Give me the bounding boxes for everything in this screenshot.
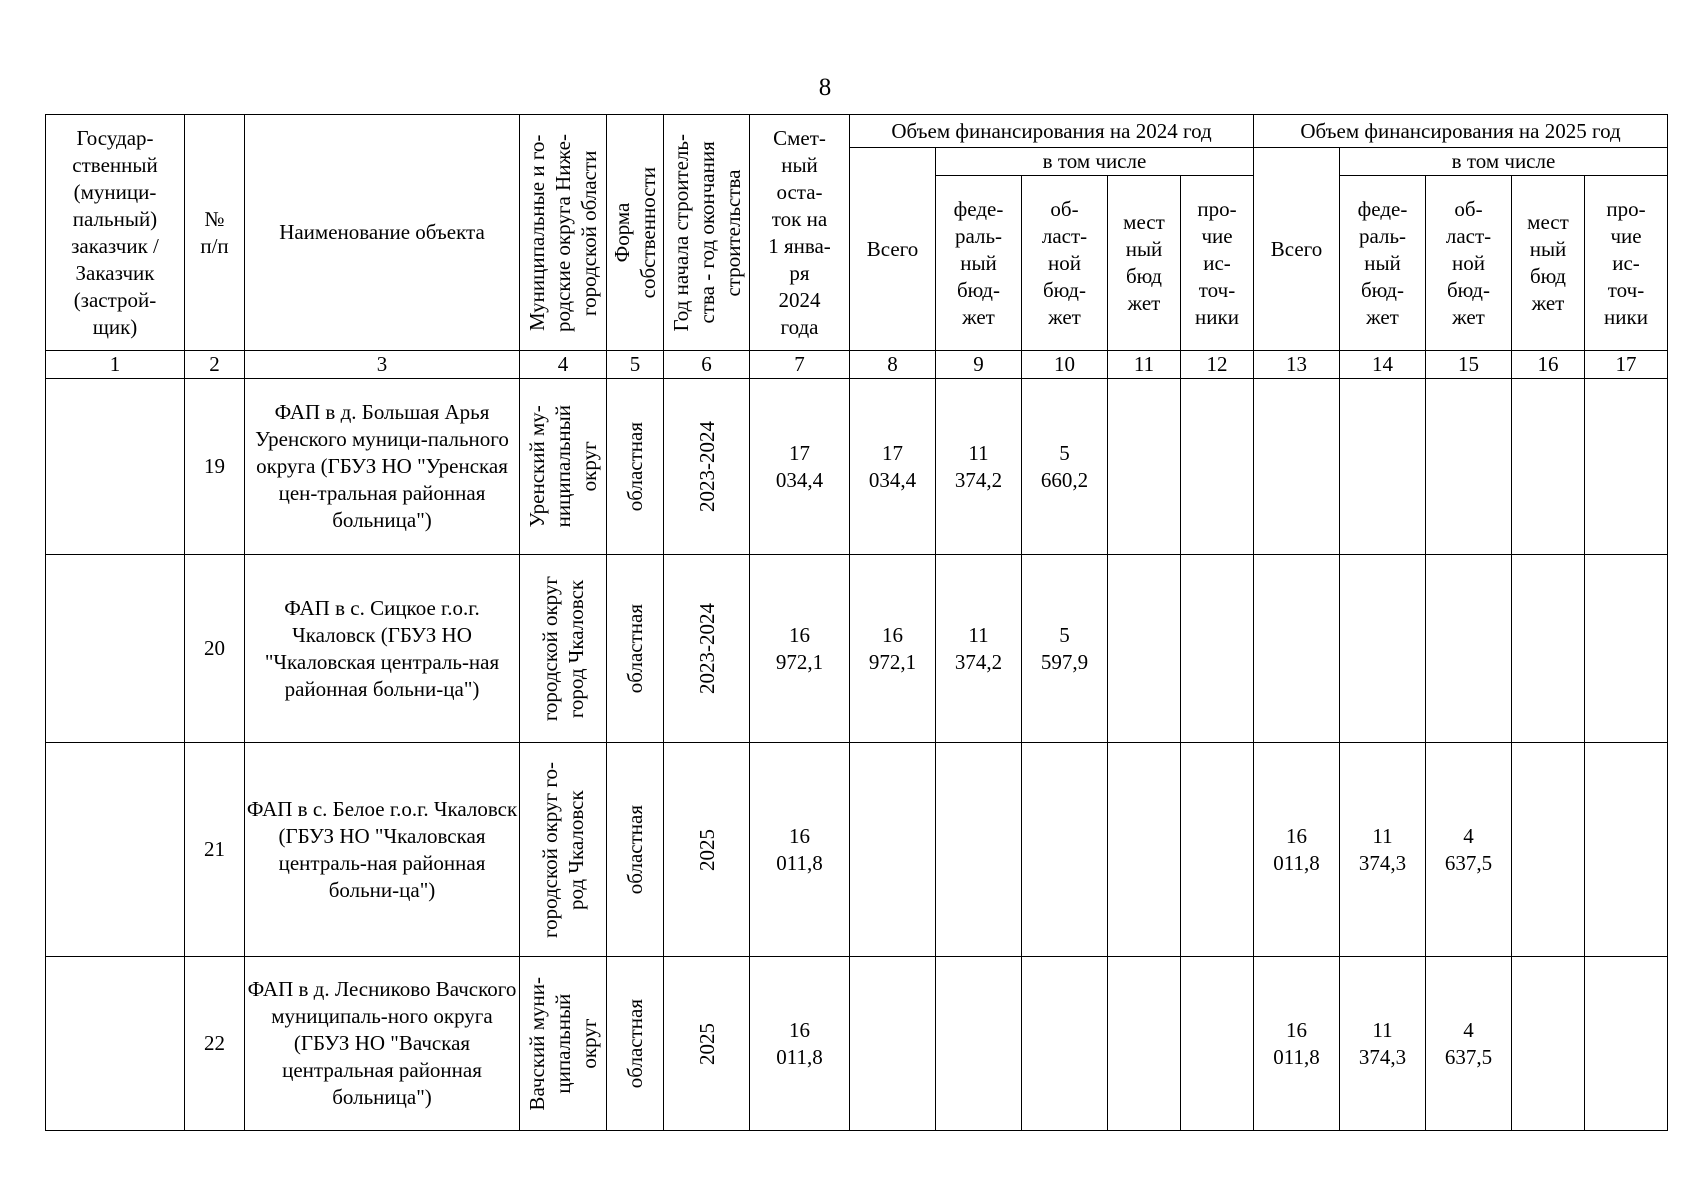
row-2025-other — [1585, 957, 1668, 1131]
header-2025-including: в том числе — [1340, 148, 1668, 176]
row-years — [664, 379, 750, 555]
row-2025-other — [1585, 743, 1668, 957]
column-number: 12 — [1181, 351, 1254, 379]
column-number: 4 — [520, 351, 607, 379]
header-years — [664, 115, 750, 351]
row-years — [664, 555, 750, 743]
column-number: 13 — [1254, 351, 1340, 379]
row-2024-federal: 11 374,2 — [936, 555, 1022, 743]
header-2024-local: мест ный бюд жет — [1108, 176, 1181, 351]
row-2024-total — [850, 957, 936, 1131]
row-2025-local — [1512, 555, 1585, 743]
row-district — [520, 957, 607, 1131]
row-estimate: 16 011,8 — [750, 957, 850, 1131]
row-estimate: 16 972,1 — [750, 555, 850, 743]
row-ownership — [607, 555, 664, 743]
row-customer — [46, 555, 185, 743]
header-customer: Государ- ственный (муници- пальный) заказчик / Заказчик (застрой- щик) — [46, 115, 185, 351]
row-2024-other — [1181, 743, 1254, 957]
row-number: 20 — [185, 555, 245, 743]
row-2024-total: 16 972,1 — [850, 555, 936, 743]
row-2024-other — [1181, 379, 1254, 555]
header-2025-federal: феде- раль- ный бюд- жет — [1340, 176, 1426, 351]
row-district-text: городской округ го- род Чкаловск — [538, 761, 588, 938]
header-ownership — [607, 115, 664, 351]
row-years — [664, 957, 750, 1131]
row-2025-total — [1254, 379, 1340, 555]
row-2025-other — [1585, 379, 1668, 555]
header-2025-local: мест ный бюд жет — [1512, 176, 1585, 351]
row-district-text: Вачский муни- ципальный округ — [525, 976, 601, 1111]
row-ownership — [607, 379, 664, 555]
header-number: № п/п — [185, 115, 245, 351]
column-number: 3 — [245, 351, 520, 379]
row-2024-local — [1108, 957, 1181, 1131]
row-2024-local — [1108, 743, 1181, 957]
row-number: 19 — [185, 379, 245, 555]
row-ownership — [607, 957, 664, 1131]
row-district-text: городской округ город Чкаловск — [538, 575, 588, 722]
row-2025-federal — [1340, 379, 1426, 555]
row-2025-federal: 11 374,3 — [1340, 743, 1426, 957]
row-2025-other — [1585, 555, 1668, 743]
row-object-name: ФАП в д. Большая Арья Уренского муници-пального округа (ГБУЗ НО "Уренская цен-тральная районная больница") — [245, 379, 520, 555]
row-2025-local — [1512, 957, 1585, 1131]
row-2025-total: 16 011,8 — [1254, 957, 1340, 1131]
row-2025-regional: 4 637,5 — [1426, 957, 1512, 1131]
row-object-name: ФАП в с. Белое г.о.г. Чкаловск (ГБУЗ НО "Чкаловская централь-ная районная больни-ца") — [245, 743, 520, 957]
header-2024-other: про- чие ис- точ- ники — [1181, 176, 1254, 351]
row-2024-federal: 11 374,2 — [936, 379, 1022, 555]
header-2025-other: про- чие ис- точ- ники — [1585, 176, 1668, 351]
header-district-text: Муниципальные и го- родские округа Ниже- городской области — [525, 133, 601, 332]
header-years-text: Год начала строитель- ства - год окончания строительства — [668, 133, 745, 332]
row-customer — [46, 379, 185, 555]
row-2024-other — [1181, 555, 1254, 743]
column-number: 6 — [664, 351, 750, 379]
page-number: 8 — [818, 74, 832, 101]
row-number: 22 — [185, 957, 245, 1131]
row-2024-federal — [936, 743, 1022, 957]
row-ownership-text: областная — [623, 804, 647, 895]
header-financing-2024: Объем финансирования на 2024 год — [850, 115, 1254, 148]
row-2024-regional — [1022, 957, 1108, 1131]
header-2025-total: Всего — [1254, 148, 1340, 351]
row-2024-regional — [1022, 743, 1108, 957]
row-district-text: Уренский му- ниципальный округ — [525, 405, 601, 528]
table-row — [46, 743, 1668, 957]
row-district — [520, 379, 607, 555]
row-years — [664, 743, 750, 957]
row-2024-total — [850, 743, 936, 957]
header-2024-federal: феде- раль- ный бюд- жет — [936, 176, 1022, 351]
column-number: 10 — [1022, 351, 1108, 379]
table-row — [46, 957, 1668, 1131]
column-number: 7 — [750, 351, 850, 379]
column-number: 16 — [1512, 351, 1585, 379]
column-number: 5 — [607, 351, 664, 379]
row-years-text: 2025 — [694, 828, 719, 871]
column-number: 1 — [46, 351, 185, 379]
row-years-text: 2023-2024 — [694, 603, 719, 694]
row-estimate: 16 011,8 — [750, 743, 850, 957]
header-ownership-text: Форма собственности — [610, 166, 660, 299]
row-2024-federal — [936, 957, 1022, 1131]
row-2024-other — [1181, 957, 1254, 1131]
row-2025-local — [1512, 743, 1585, 957]
table-row — [46, 555, 1668, 743]
header-2024-including: в том числе — [936, 148, 1254, 176]
row-2024-total: 17 034,4 — [850, 379, 936, 555]
column-number: 15 — [1426, 351, 1512, 379]
row-2024-regional: 5 597,9 — [1022, 555, 1108, 743]
column-number: 14 — [1340, 351, 1426, 379]
financing-table — [45, 114, 1668, 1131]
row-2025-total: 16 011,8 — [1254, 743, 1340, 957]
row-2025-total — [1254, 555, 1340, 743]
row-number: 21 — [185, 743, 245, 957]
row-object-name: ФАП в с. Сицкое г.о.г. Чкаловск (ГБУЗ НО "Чкаловская централь-ная районная больни-ца") — [245, 555, 520, 743]
column-numbers-row — [46, 351, 1668, 379]
row-2025-federal: 11 374,3 — [1340, 957, 1426, 1131]
header-2025-regional: об- ласт- ной бюд- жет — [1426, 176, 1512, 351]
column-number: 2 — [185, 351, 245, 379]
row-2024-local — [1108, 379, 1181, 555]
row-2024-local — [1108, 555, 1181, 743]
row-ownership-text: областная — [623, 603, 647, 694]
row-customer — [46, 957, 185, 1131]
row-years-text: 2023-2024 — [694, 421, 719, 512]
row-ownership-text: областная — [623, 998, 647, 1089]
row-2025-local — [1512, 379, 1585, 555]
row-2024-regional: 5 660,2 — [1022, 379, 1108, 555]
header-object-name: Наименование объекта — [245, 115, 520, 351]
header-financing-2025: Объем финансирования на 2025 год — [1254, 115, 1668, 148]
table-row — [46, 379, 1668, 555]
header-estimate: Смет- ный оста- ток на 1 янва- ря 2024 года — [750, 115, 850, 351]
row-object-name: ФАП в д. Лесниково Вачского муниципаль-ного округа (ГБУЗ НО "Вачская центральная районная больница") — [245, 957, 520, 1131]
column-number: 8 — [850, 351, 936, 379]
row-customer — [46, 743, 185, 957]
row-2025-regional: 4 637,5 — [1426, 743, 1512, 957]
row-ownership-text: областная — [623, 421, 647, 512]
header-2024-total: Всего — [850, 148, 936, 351]
row-district — [520, 555, 607, 743]
row-estimate: 17 034,4 — [750, 379, 850, 555]
column-number: 9 — [936, 351, 1022, 379]
row-2025-federal — [1340, 555, 1426, 743]
row-years-text: 2025 — [694, 1022, 719, 1065]
header-district — [520, 115, 607, 351]
row-ownership — [607, 743, 664, 957]
header-2024-regional: об- ласт- ной бюд- жет — [1022, 176, 1108, 351]
row-district — [520, 743, 607, 957]
row-2025-regional — [1426, 379, 1512, 555]
column-number: 11 — [1108, 351, 1181, 379]
row-2025-regional — [1426, 555, 1512, 743]
column-number: 17 — [1585, 351, 1668, 379]
header-row-1 — [46, 115, 1668, 148]
